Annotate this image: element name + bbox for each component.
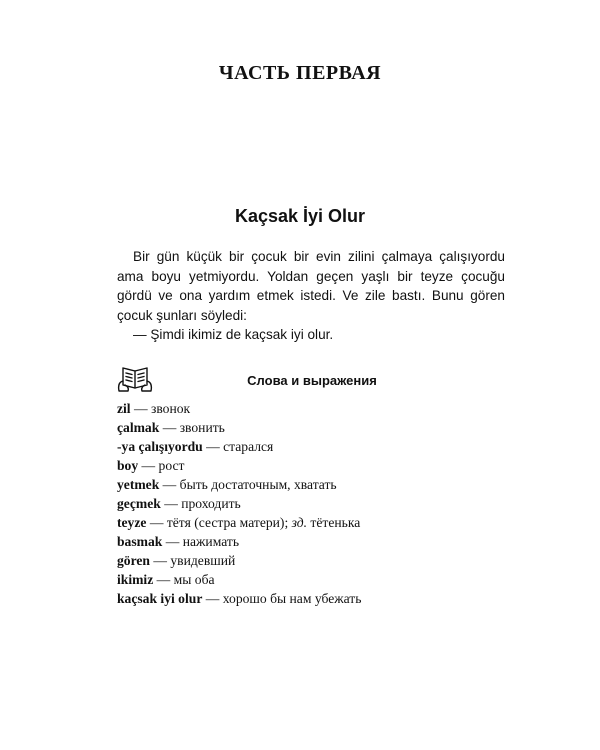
vocabulary-entry — [117, 437, 517, 456]
vocabulary-separator: — — [202, 591, 223, 606]
vocabulary-list — [117, 399, 517, 608]
vocabulary-term: yetmek — [117, 477, 160, 492]
vocabulary-term: basmak — [117, 534, 163, 549]
vocabulary-translation-extra: тётенька — [307, 515, 361, 530]
vocabulary-term: zil — [117, 401, 131, 416]
part-title: ЧАСТЬ ПЕРВАЯ — [218, 62, 382, 84]
vocabulary-entry — [117, 551, 517, 570]
vocabulary-translation: нажимать — [182, 534, 240, 549]
vocabulary-translation: старался — [223, 439, 274, 454]
vocabulary-separator: — — [159, 477, 180, 492]
vocabulary-translation: тётя (сестра матери); — [166, 515, 292, 530]
vocabulary-header — [117, 364, 507, 398]
vocabulary-separator: — — [149, 553, 171, 568]
vocabulary-separator: — — [138, 458, 159, 473]
vocabulary-entry — [117, 532, 517, 551]
vocabulary-entry — [117, 570, 517, 589]
vocabulary-separator: — — [202, 439, 224, 454]
vocabulary-entry — [117, 494, 517, 513]
vocabulary-separator: — — [159, 420, 180, 435]
vocabulary-entry — [117, 589, 517, 608]
vocabulary-term: teyze — [117, 515, 147, 530]
vocabulary-separator: — — [153, 572, 174, 587]
vocabulary-translation: звонок — [150, 401, 191, 416]
vocabulary-title: Слова и выражения — [247, 373, 377, 388]
vocabulary-translation: увидевший — [170, 553, 236, 568]
vocabulary-term: çalmak — [117, 420, 160, 435]
vocabulary-entry — [117, 456, 517, 475]
story-text — [117, 247, 505, 345]
story-paragraph: Bir gün küçük bir çocuk bir evin zilini çalmaya çalışıyordu ama boyu yetmiyordu. Yoldan geçen yaşlı bir teyze çocuğu gördü ve ona yardım etmek istedi. Ve zile bastı. Bunu gören çocuk şunları söyledi: — [117, 249, 505, 323]
vocabulary-term: gören — [117, 553, 150, 568]
vocabulary-translation: рост — [158, 458, 185, 473]
vocabulary-separator: — — [160, 496, 182, 511]
vocabulary-term: geçmek — [117, 496, 161, 511]
story-dialog-line: — Şimdi ikimiz de kaçsak iyi olur. — [133, 327, 334, 342]
vocabulary-entry — [117, 418, 517, 437]
vocabulary-translation: проходить — [181, 496, 241, 511]
vocabulary-translation: хорошо бы нам убежать — [222, 591, 362, 606]
vocabulary-term: -ya çalışıyordu — [117, 439, 203, 454]
vocabulary-note: зд. — [291, 515, 308, 530]
vocabulary-entry — [117, 399, 517, 418]
vocabulary-term: ikimiz — [117, 572, 154, 587]
vocabulary-translation: мы оба — [173, 572, 215, 587]
vocabulary-separator: — — [130, 401, 151, 416]
vocabulary-entry — [117, 475, 517, 494]
vocabulary-translation: быть достаточным, хватать — [179, 477, 337, 492]
vocabulary-entry — [117, 513, 517, 532]
story-title: Kaçsak İyi Olur — [234, 206, 366, 226]
vocabulary-separator: — — [146, 515, 167, 530]
vocabulary-term: boy — [117, 458, 139, 473]
vocabulary-separator: — — [162, 534, 183, 549]
vocabulary-translation: звонить — [179, 420, 225, 435]
vocabulary-term: kaçsak iyi olur — [117, 591, 203, 606]
